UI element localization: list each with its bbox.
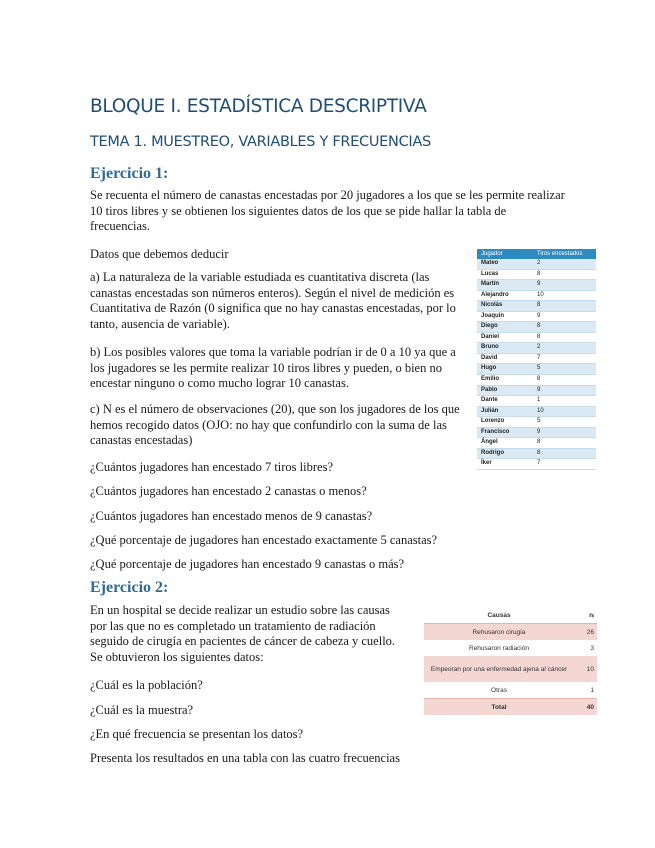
player-shots: 9 <box>533 385 596 396</box>
cause-count: 10 <box>574 656 597 682</box>
exercise-1-question: ¿Cuántos jugadores han encestado 7 tiros libres? <box>90 460 333 474</box>
topic-title: TEMA 1. MUESTREO, VARIABLES Y FRECUENCIAS <box>90 134 431 150</box>
table-row <box>477 343 596 354</box>
causes-table-header-cause: Causas <box>424 607 574 624</box>
player-name: Lorenzo <box>477 417 533 428</box>
exercise-2-question: ¿Cuál es la población? <box>90 678 203 692</box>
player-shots: 8 <box>533 301 596 312</box>
table-row <box>477 396 596 407</box>
player-shots: 9 <box>533 280 596 291</box>
player-name: Daniel <box>477 332 533 343</box>
table-row <box>424 624 597 641</box>
player-shots: 8 <box>533 448 596 459</box>
player-name: Alejandro <box>477 290 533 301</box>
table-row <box>477 311 596 322</box>
player-shots: 10 <box>533 290 596 301</box>
player-name: Martín <box>477 280 533 291</box>
table-row <box>477 406 596 417</box>
exercise-1-question: ¿Qué porcentaje de jugadores han encestado exactamente 5 canastas? <box>90 533 438 547</box>
table-row <box>477 322 596 333</box>
player-shots: 9 <box>533 311 596 322</box>
player-name: Rodrigo <box>477 448 533 459</box>
block-title: BLOQUE I. ESTADÍSTICA DESCRIPTIVA <box>90 96 427 117</box>
players-table <box>477 249 596 470</box>
exercise-1-intro: Se recuenta el número de canastas encestadas por 20 jugadores a los que se les permite realizar 10 tiros libres y se obtienen los siguientes datos de los que se pide hallar la tabla de frecuencias. <box>90 188 565 233</box>
exercise-1-question: ¿Cuántos jugadores han encestado 2 canastas o menos? <box>90 484 367 498</box>
exercise-2-intro: En un hospital se decide realizar un estudio sobre las causas por las que no es completado un tratamiento de radiación seguido de cirugía en pacientes de cáncer de cabeza y cuello. Se obtuvieron los siguientes datos: <box>90 603 396 664</box>
player-name: Bruno <box>477 343 533 354</box>
table-row <box>477 427 596 438</box>
player-shots: 8 <box>533 269 596 280</box>
table-row <box>424 682 597 699</box>
exercise-1-point-a: a) La naturaleza de la variable estudiada es cuantitativa discreta (las canastas encestadas son números enteros). Según el nivel de medición es Cuantitativa de Razón (0 significa que no hay canastas encestadas, por lo tanto, ausencia de variable). <box>90 270 456 331</box>
cause-label: Empeoran por una enfermedad ajena al cáncer <box>424 656 574 682</box>
player-shots: 8 <box>533 438 596 449</box>
exercise-1-question: ¿Cuántos jugadores han encestado menos de 9 canastas? <box>90 509 373 523</box>
table-row <box>477 417 596 428</box>
player-shots: 10 <box>533 406 596 417</box>
player-name: Dante <box>477 396 533 407</box>
player-shots: 8 <box>533 332 596 343</box>
table-row <box>477 353 596 364</box>
exercise-1-title: Ejercicio 1: <box>90 165 169 182</box>
table-row <box>477 438 596 449</box>
player-name: Íker <box>477 459 533 470</box>
player-shots: 9 <box>533 427 596 438</box>
exercise-2-question: ¿En qué frecuencia se presentan los datos? <box>90 727 304 741</box>
total-count: 40 <box>574 699 597 716</box>
cause-label: Otras <box>424 682 574 699</box>
exercise-1-datos-label: Datos que debemos deducir <box>90 247 229 261</box>
player-name: Ángel <box>477 438 533 449</box>
exercise-1-point-b: b) Los posibles valores que toma la variable podrían ir de 0 a 10 ya que a los jugadores se les permite realizar 10 tiros libres y pueden, o bien no encestar ninguno o como mucho lograr 10 canastas. <box>90 345 456 390</box>
cause-count: 1 <box>574 682 597 699</box>
player-name: Francisco <box>477 427 533 438</box>
player-shots: 5 <box>533 364 596 375</box>
player-name: Hugo <box>477 364 533 375</box>
table-total-row <box>424 699 597 716</box>
table-row <box>477 280 596 291</box>
table-row <box>477 459 596 470</box>
table-row <box>477 269 596 280</box>
player-shots: 2 <box>533 259 596 269</box>
player-shots: 8 <box>533 322 596 333</box>
player-name: David <box>477 353 533 364</box>
cause-label: Rehusaron cirugía <box>424 624 574 641</box>
players-table-header-shots: Tiros encestados <box>533 249 596 259</box>
table-row <box>477 364 596 375</box>
player-shots: 7 <box>533 459 596 470</box>
table-row <box>477 385 596 396</box>
player-shots: 2 <box>533 343 596 354</box>
table-row <box>477 301 596 312</box>
total-label: Total <box>424 699 574 716</box>
exercise-1-question: ¿Qué porcentaje de jugadores han encestado 9 canastas o más? <box>90 557 405 571</box>
cause-count: 3 <box>574 640 597 656</box>
player-shots: 5 <box>533 417 596 428</box>
player-name: Nicolás <box>477 301 533 312</box>
player-name: Mateo <box>477 259 533 269</box>
player-name: Pablo <box>477 385 533 396</box>
cause-count: 26 <box>574 624 597 641</box>
table-row <box>477 290 596 301</box>
player-shots: 8 <box>533 375 596 386</box>
exercise-2-question: ¿Cuál es la muestra? <box>90 703 194 717</box>
table-row <box>477 259 596 269</box>
player-shots: 1 <box>533 396 596 407</box>
player-name: Diego <box>477 322 533 333</box>
table-row <box>477 448 596 459</box>
table-row <box>424 656 597 682</box>
exercise-1-point-c: c) N es el número de observaciones (20), que son los jugadores de los que hemos recogido datos (OJO: no hay que confundirlo con la suma de las canastas encestadas) <box>90 402 460 447</box>
player-name: Julián <box>477 406 533 417</box>
players-table-header-player: Jugador <box>477 249 533 259</box>
exercise-2-title: Ejercicio 2: <box>90 579 169 596</box>
table-row <box>424 640 597 656</box>
causes-table <box>424 607 597 715</box>
player-name: Joaquín <box>477 311 533 322</box>
table-row <box>477 332 596 343</box>
player-name: Emilio <box>477 375 533 386</box>
cause-label: Rehusaron radiación <box>424 640 574 656</box>
table-row <box>477 375 596 386</box>
player-name: Lucas <box>477 269 533 280</box>
exercise-2-question: Presenta los resultados en una tabla con las cuatro frecuencias <box>90 751 400 765</box>
player-shots: 7 <box>533 353 596 364</box>
causes-table-header-ni: nᵢ <box>574 607 597 624</box>
